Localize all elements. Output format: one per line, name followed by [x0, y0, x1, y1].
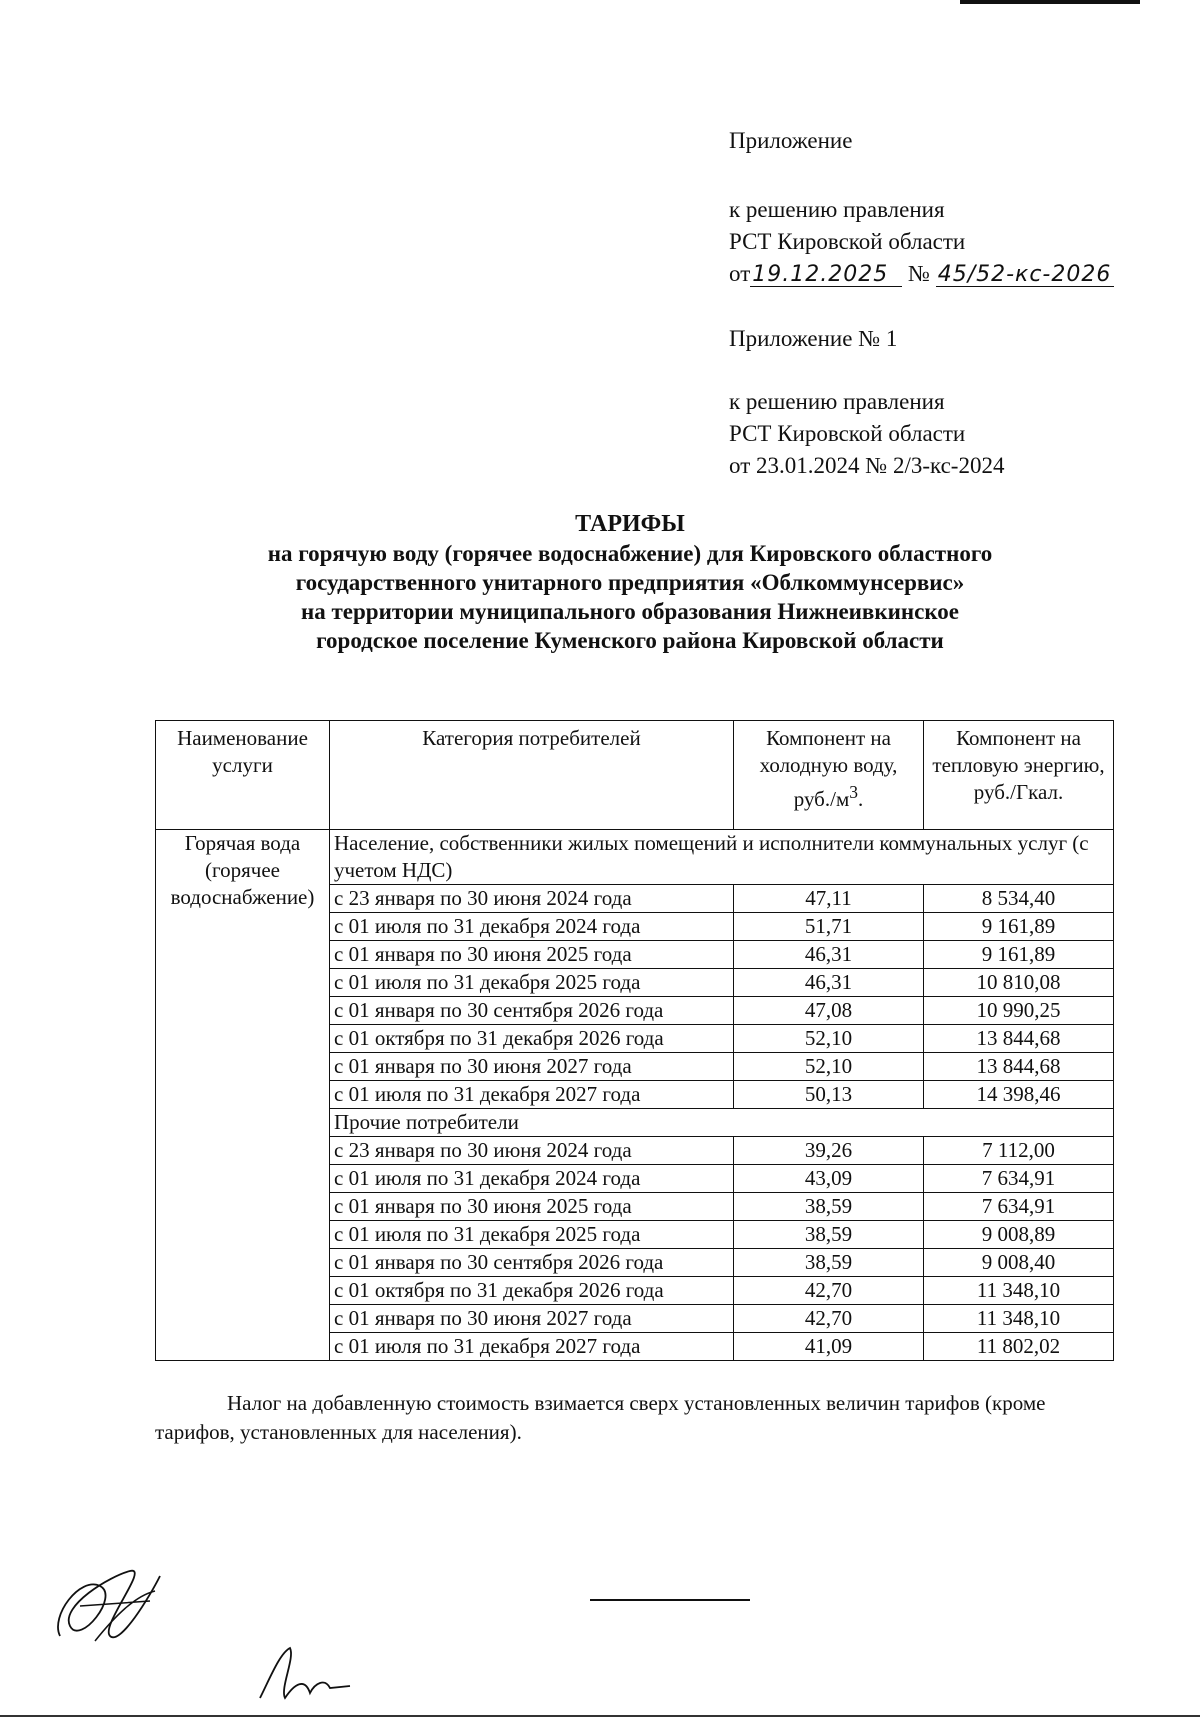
decision-block: [729, 194, 1114, 290]
scan-top-edge-line: [960, 0, 1140, 4]
header-cold-water-text: Компонент на холодную воду, руб./м: [759, 726, 898, 811]
title-main: ТАРИФЫ: [575, 511, 685, 537]
group-header-row: [156, 830, 1114, 885]
signature-rule: [590, 1599, 750, 1601]
scan-bottom-edge-line: [0, 1715, 1200, 1717]
heat-cell: 7 112,00: [924, 1137, 1114, 1165]
cold-water-cell: 47,08: [734, 997, 924, 1025]
heat-cell: 11 348,10: [924, 1305, 1114, 1333]
period-cell: с 01 октября по 31 декабря 2026 года: [330, 1025, 734, 1053]
group-name-cell: Население, собственники жилых помещений и исполнители коммунальных услуг (с учетом НДС): [330, 830, 1114, 885]
heat-cell: 9 161,89: [924, 941, 1114, 969]
appendix1-block: [729, 323, 897, 355]
heat-cell: 10 810,08: [924, 969, 1114, 997]
cold-water-cell: 50,13: [734, 1081, 924, 1109]
original-decision-line3: от 23.01.2024 № 2/3-кс-2024: [729, 453, 1005, 478]
heat-cell: 7 634,91: [924, 1193, 1114, 1221]
header-cold-water: [734, 721, 924, 830]
cold-water-cell: 42,70: [734, 1305, 924, 1333]
period-cell: с 01 июля по 31 декабря 2024 года: [330, 913, 734, 941]
period-cell: с 01 января по 30 июня 2027 года: [330, 1305, 734, 1333]
decision-line2: РСТ Кировской области: [729, 229, 966, 254]
table-header-row: [156, 721, 1114, 830]
appendix1-title: Приложение № 1: [729, 326, 898, 351]
cold-water-cell: 39,26: [734, 1137, 924, 1165]
cold-water-cell: 52,10: [734, 1053, 924, 1081]
service-name-cell: Горячая вода (горячее водоснабжение): [156, 830, 330, 1361]
period-cell: с 01 января по 30 июня 2027 года: [330, 1053, 734, 1081]
title-line2: государственного унитарного предприятия «Облкоммунсервис»: [295, 570, 965, 595]
title-line1: на горячую воду (горячее водоснабжение) для Кировского областного: [267, 541, 993, 566]
cold-water-cell: 38,59: [734, 1249, 924, 1277]
header-cold-water-tail: .: [858, 787, 864, 811]
header-service: Наименование услуги: [156, 721, 330, 830]
cold-water-cell: 42,70: [734, 1277, 924, 1305]
cold-water-cell: 46,31: [734, 969, 924, 997]
vat-note: Налог на добавленную стоимость взимается сверх установленных величин тарифов (кроме тарифов, установленных для населения).: [155, 1391, 1046, 1444]
period-cell: с 01 января по 30 сентября 2026 года: [330, 997, 734, 1025]
period-cell: с 01 июля по 31 декабря 2027 года: [330, 1333, 734, 1361]
period-cell: с 01 июля по 31 декабря 2025 года: [330, 1221, 734, 1249]
original-decision-line1: к решению правления: [729, 389, 945, 414]
cold-water-cell: 41,09: [734, 1333, 924, 1361]
signature-bottom: [250, 1638, 360, 1708]
heat-cell: 9 008,89: [924, 1221, 1114, 1249]
heat-cell: 7 634,91: [924, 1165, 1114, 1193]
cold-water-cell: 52,10: [734, 1025, 924, 1053]
period-cell: с 01 июля по 31 декабря 2027 года: [330, 1081, 734, 1109]
heat-cell: 11 348,10: [924, 1277, 1114, 1305]
heat-cell: 11 802,02: [924, 1333, 1114, 1361]
group-name-cell: Прочие потребители: [330, 1109, 1114, 1137]
period-cell: с 01 января по 30 июня 2025 года: [330, 941, 734, 969]
document-title: [0, 510, 1200, 655]
title-line4: городское поселение Куменского района Кировской области: [316, 628, 944, 653]
cold-water-cell: 47,11: [734, 885, 924, 913]
decision-line3: [729, 258, 1114, 290]
appendix-title: Приложение: [729, 128, 853, 153]
tariffs-table: [155, 720, 1114, 1361]
decision-number: 45/52-кс-2026: [936, 264, 1114, 287]
original-decision-line2: РСТ Кировской области: [729, 421, 966, 446]
heat-cell: 9 161,89: [924, 913, 1114, 941]
cold-water-cell: 38,59: [734, 1221, 924, 1249]
header-category: Категория потребителей: [330, 721, 734, 830]
title-line3: на территории муниципального образования Нижнеивкинское: [301, 599, 959, 624]
decision-from: от: [729, 261, 751, 286]
period-cell: с 01 января по 30 сентября 2026 года: [330, 1249, 734, 1277]
decision-date: 19.12.2025: [750, 264, 902, 287]
period-cell: с 01 октября по 31 декабря 2026 года: [330, 1277, 734, 1305]
header-heat: Компонент на тепловую энергию, руб./Гкал.: [924, 721, 1114, 830]
period-cell: с 23 января по 30 июня 2024 года: [330, 1137, 734, 1165]
appendix-header: [729, 125, 852, 157]
signature-left: [40, 1556, 180, 1656]
decision-no-label: №: [908, 261, 930, 286]
header-cold-water-sup: 3: [849, 782, 858, 802]
cold-water-cell: 38,59: [734, 1193, 924, 1221]
heat-cell: 13 844,68: [924, 1025, 1114, 1053]
cold-water-cell: 46,31: [734, 941, 924, 969]
cold-water-cell: 51,71: [734, 913, 924, 941]
heat-cell: 14 398,46: [924, 1081, 1114, 1109]
heat-cell: 13 844,68: [924, 1053, 1114, 1081]
period-cell: с 23 января по 30 июня 2024 года: [330, 885, 734, 913]
heat-cell: 9 008,40: [924, 1249, 1114, 1277]
cold-water-cell: 43,09: [734, 1165, 924, 1193]
period-cell: с 01 июля по 31 декабря 2024 года: [330, 1165, 734, 1193]
original-decision-block: [729, 386, 1004, 482]
period-cell: с 01 января по 30 июня 2025 года: [330, 1193, 734, 1221]
heat-cell: 8 534,40: [924, 885, 1114, 913]
heat-cell: 10 990,25: [924, 997, 1114, 1025]
decision-line1: к решению правления: [729, 197, 945, 222]
period-cell: с 01 июля по 31 декабря 2025 года: [330, 969, 734, 997]
